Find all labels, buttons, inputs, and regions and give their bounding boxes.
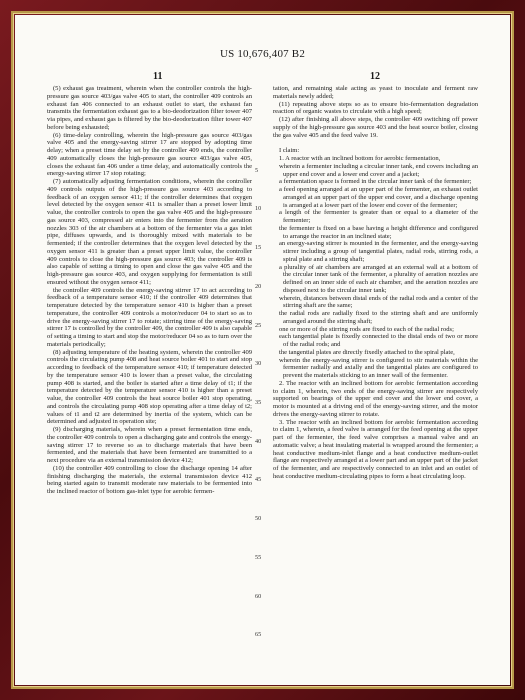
paragraph: (11) repeating above steps so as to ensure bio-fermentation degradation reaction of organic wastes to circulate with a high speed; — [273, 100, 478, 116]
paragraph: (5) exhaust gas treatment, wherein when the controller controls the high-pressure gas source 403/gas valve 405 to start, the controller 409 controls an exhaust fan 406 connected to an exhaust outlet to start, the exhaust fan transmits the fermentation exhaust gas to a bio-deodorization filter tower 407 via pipes, and exhaust gas is filtered by the bio-deodorization filter tower 407 before being exhausted; — [47, 85, 252, 131]
patent-page — [15, 15, 510, 685]
claim-element: wherein a fermenter including a circular inner tank, end covers including an upper end cover and a lower end cover and a jacket; — [279, 162, 478, 178]
claim-element: each tangential plate is fixedly connected to the distal ends of two or more of the radial rods; and — [279, 333, 478, 348]
paragraph: tation, and remaining stale acting as yeast to inoculate and ferment raw materials newly added; — [273, 85, 478, 100]
paragraph: (8) adjusting temperature of the heating system, wherein the controller 409 controls the circulating pump 408 and heat source boiler 401 to start and stop according to feedback of the temperature sensor 410; if temperature detected by the temperature sensor 410 is lower than a preset value, the circulating pump 408 is started, and the boiler is started after a time delay of t1; if the temperature detected by the temperature sensor 410 is higher than a preset value, the controller 409 controls the heat source boiler 401 stop operating, and controls the circulating pump 408 stop operating after a time delay of t2; values of t1 and t2 are determined by inertia of the system, which can be determined and adjusted in operation site; — [47, 348, 252, 426]
left-column-number: 11 — [153, 71, 163, 82]
claim-element: an energy-saving stirrer is mounted in the fermenter, and the energy-saving stirrer including a group of tangential plates, radial rods, stirring rods, a spiral plate and a stirring shaft; — [279, 240, 478, 263]
claim-element: a plurality of air chambers are arranged at an external wall at a bottom of the circular inner tank of the fermenter, a plurality of aeration nozzles are defined on an inner side of each air chamber, and the aeration nozzles are disposed next to the circular inner tank; — [279, 263, 478, 294]
claim-element: wherein, distances between distal ends of the radial rods and a center of the stirring shaft are the same; — [279, 294, 478, 310]
paragraph: (10) the controller 409 controlling to close the discharge opening 14 after finishing discharging the materials, the external transmission device 412 being started again to transmit moderate raw materials to be fermented into the inclined reactor of bottom gas-inlet type for aerobic fermen- — [47, 464, 252, 495]
line-number: 30 — [255, 360, 262, 367]
patent-number: US 10,676,407 B2 — [219, 48, 306, 60]
line-number: 5 — [255, 167, 259, 174]
claim-element: a fermentation space is formed in the circular inner tank of the fermenter; — [279, 178, 472, 186]
claim-element: the fermenter is fixed on a base having a height difference and configured to arrange the reactor in an inclined state; — [279, 224, 478, 240]
claim-element: the tangential plates are directly fixedly attached to the spiral plate, — [279, 348, 455, 356]
line-number: 45 — [255, 476, 262, 483]
claims-heading: I claim: — [279, 147, 300, 155]
right-column-text — [273, 85, 478, 481]
line-number: 25 — [255, 322, 262, 329]
paragraph: (12) after finishing all above steps, the controller 409 switching off power supply of the high-pressure gas source 403 and the heat source boiler, closing the gas valve 405 and the feed valve 19. — [273, 116, 478, 139]
claim-element: wherein the energy-saving stirrer is configured to stir materials within the fermenter radially and axially and the tangential plates are configured to prevent the materials sticking to an inner wall of the fermenter. — [279, 356, 478, 379]
paragraph: (7) automatically adjusting fermentation conditions, wherein the controller 409 controls outputs of the high-pressure gas source 403 according to feedback of an oxygen sensor 411; if the controller determines that oxygen level detected by the oxygen sensor 411 is smaller than a preset lower limit value, the controller controls to open the gas valve 405 and the high-pressure gas source 403, compressed air enters into the fermenter from the aeration nozzles 303 of the air chambers at a bottom of the fermenter via a gas inlet pipe, diffuses upwards, and is thoroughly mixed with materials to be fermented; if the controller determines that the oxygen level detected by the oxygen sensor 411 is greater than a preset upper limit value, the controller 409 controls to close the high-pressure gas source 403; the controller 409 is also capable of setting a timing to open and close the gas valve 405 and the high-pressure gas source 403, and oxygen supplying for fermentation is still ensured without the oxygen sensor 411; — [47, 178, 252, 286]
claim-element: a length of the fermenter is greater than or equal to a diameter of the fermenter; — [279, 209, 478, 224]
line-number: 10 — [255, 205, 262, 212]
left-column-text — [47, 85, 252, 496]
paragraph: (9) discharging materials, wherein when a preset fermentation time ends, the controller 409 controls to open a discharging gate and controls the energy-saving stirrer 17 to reverse so as to discharge materials that have been fermented, and the materials that have been fermented are transmitted to a next procedure via an external transmission device 412; — [47, 426, 252, 464]
line-number: 50 — [255, 515, 262, 522]
claim-element: one or more of the stirring rods are fixed to each of the radial rods; — [279, 325, 454, 333]
line-number: 35 — [255, 399, 262, 406]
paragraph: the controller 409 controls the energy-saving stirrer 17 to act according to feedback of a temperature sensor 410; if the controller 409 determines that temperature detected by the temperature sensor 410 is higher than a preset temperature, the controller 409 controls a motor/reducer 04 to start so as to drive the energy-saving stirrer 17 to rotate; stirring time of the energy-saving stirrer 17 is controlled by the controller 409, the controller 409 is also capable of setting a timing to start and stop the motor/reducer 04 so as to turn over the materials periodically; — [47, 286, 252, 348]
claim-element: a feed opening arranged at an upper part of the fermenter, an exhaust outlet arranged at an upper part of the upper end cover, and a discharge opening is arranged at a lower part of the lower end cover of the fermenter; — [279, 186, 478, 209]
line-number: 65 — [255, 631, 262, 638]
line-number: 55 — [255, 554, 262, 561]
line-number: 15 — [255, 244, 262, 251]
line-number: 20 — [255, 283, 262, 290]
claim-element: the radial rods are radially fixed to the stirring shaft and are uniformly arranged around the stirring shaft; — [279, 310, 478, 325]
right-column-number: 12 — [370, 71, 380, 82]
paragraph: (6) time-delay controlling, wherein the high-pressure gas source 403/gas valve 405 and the energy-saving stirrer 17 are stopped by adopting time delay; when a preset time delay set by the controller 409 ends, the controller 409 automatically closes the high-pressure gas source 403/gas valve 405, closes the exhaust fan 406 under a time delay, and automatically controls the energy-saving stirrer 17 stop rotating; — [47, 131, 252, 178]
line-number: 40 — [255, 438, 262, 445]
claim-1-intro: 1. A reactor with an inclined bottom for aerobic fermentation, — [279, 155, 441, 162]
claim-paragraph: 3. The reactor with an inclined bottom for aerobic fermentation according to claim 1, wherein, a feed valve is arranged for the feed opening at the upper part of the fermenter, the feed valve comprises a manual valve and an automatic valve; a heat insulating material is wrapped around the fermenter; a heat conductive medium-inlet flange and a heat conductive medium-outlet flange are respectively arranged at a lower part and an upper part of the jacket of the fermenter, and are respectively connected to an inlet and an outlet of heat conductive medium-circulating pipes to form a heat circulating loop. — [273, 418, 478, 480]
line-number: 60 — [255, 593, 262, 600]
claim-paragraph: 2. The reactor with an inclined bottom for aerobic fermentation according to claim 1, wherein, two ends of the energy-saving stirrer are respectively supported on bearings of the upper end cover and the lower end cover, a motor is mounted at a driving end of the energy-saving stirrer, and the motor drives the energy-saving stirrer to rotate. — [273, 379, 478, 418]
